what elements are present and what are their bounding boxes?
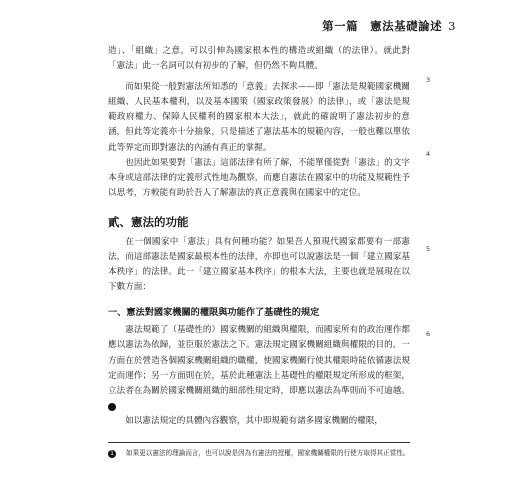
footnote-text: 如果更以憲法的理論而言，也可以說是因為有憲法的授權，國家機關權限的行使方取得其正當性。	[126, 449, 410, 457]
page-number: 3	[448, 19, 456, 33]
margin-number: 6	[426, 330, 431, 338]
footnote-divider	[108, 442, 410, 443]
footnote	[108, 448, 410, 459]
subsection-heading: 一、憲法對國家機關的權限與功能作了基礎性的規定	[108, 307, 320, 319]
paragraph: 而如果從一般對憲法所知悉的「意義」去探求——即「憲法是規範國家機關組織、人民基本權利，以及基本國策（國家政策發展）的法律」，或「憲法是規範政府權力、保障人民權利的國家根本大法」，就此的確說明了憲法初步的意涵，但此等定義亦十分抽象，只是描述了憲法基本的規範內容，一般也難以單依此等界定而即對憲法的內涵有真正的掌握。	[108, 82, 410, 153]
footnote-marker-icon: 1	[108, 450, 116, 458]
section-heading: 貳、憲法的功能	[108, 214, 189, 229]
paragraph	[108, 323, 410, 414]
paragraph: 在一個國家中「憲法」具有何種功能？如果吾人預現代國家都要有一部憲法，而這部憲法是國家最根本性的法律，亦即也可以說憲法是一個「建立國家基本秩序」的法律。此一「建立國家基本秩序」的根本大法，主要也就是展現在以下數方面：	[108, 236, 410, 293]
paragraph-text: 憲法規範了（基礎性的）國家機關的組織與權限，而國家所有的政治運作都應以憲法為依歸，並臣服於憲法之下。憲法規定國家機關組織與權限的目的，一方面在於營造各個國家機關組織的職權，使國家機關行使其權限時能依循憲法規定而運作；另一方面則在於，基於此種憲法上基礎性的權限規定所形成的框架，立法者在為關於國家機關組織的細部性規定時，即應以憲法為準則而不可逾越。	[108, 325, 410, 396]
margin-number: 4	[426, 150, 431, 158]
running-head	[108, 18, 456, 34]
footnote-marker-icon[interactable]: 1	[108, 403, 116, 411]
paragraph: 造」、「組織」之意，可以引伸為國家根本性的構造或組織（的法律）。就此對「憲法」此一名詞可以有初步的了解，但仍然不夠具體。	[108, 46, 410, 72]
paragraph: 如以憲法規定的具體內容觀察，其中即規範有諸多國家機關的權限，	[125, 415, 384, 426]
chapter-title: 第一篇 憲法基礎論述	[322, 19, 443, 33]
paragraph: 也因此如果要對「憲法」這部法律有所了解，不能單僅從對「憲法」的文字本身或這部法律的定義形式性地為觀察，而應自憲法在國家中的功能及規範性予以思考，方較能有助於吾人了解憲法的真正意義與在國家中的定位。	[108, 157, 410, 198]
body-text	[108, 44, 410, 429]
margin-number: 3	[426, 76, 431, 84]
margin-number: 5	[426, 245, 431, 253]
